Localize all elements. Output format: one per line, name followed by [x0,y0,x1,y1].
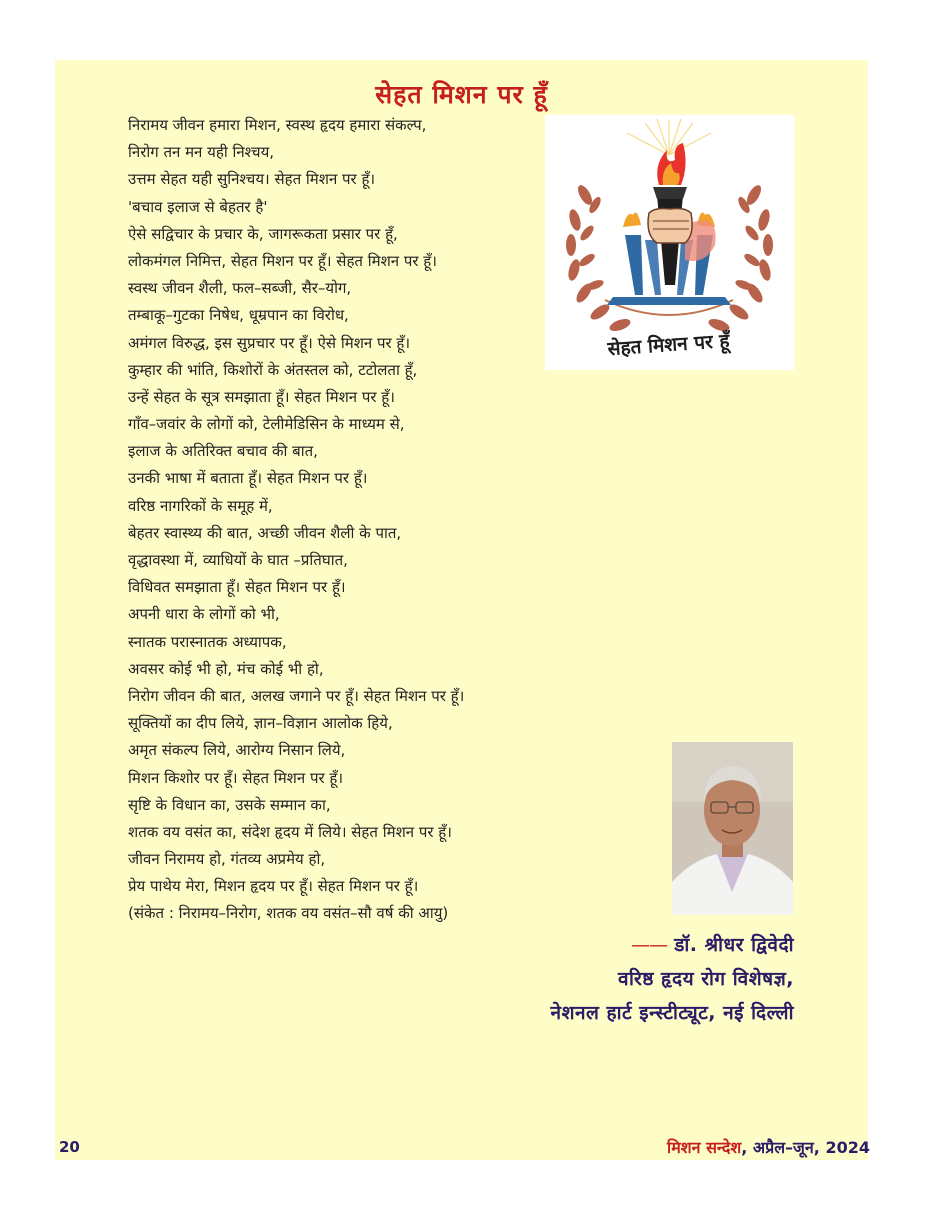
poem-body [128,112,548,928]
poem-line: अमृत संकल्प लिये, आरोग्य निसान लिये, [128,741,346,760]
poem-line: जीवन निरामय हो, गंतव्य अप्रमेय हो, [128,850,326,869]
poem-line: लोकमंगल निमित्त, सेहत मिशन पर हूँ। सेहत मिशन पर हूँ। [128,251,437,270]
page-panel [55,60,868,1160]
emblem-text: सेहत मिशन पर हूँ [606,329,731,361]
author-portrait [672,742,793,915]
author-block [551,928,794,1030]
poem-line: निरामय जीवन हमारा मिशन, स्वस्थ हृदय हमारा संकल्प, [128,116,427,134]
poem-line: विधिवत समझाता हूँ। सेहत मिशन पर हूँ। [128,578,346,597]
poem-line: तम्बाकू–गुटका निषेध, धूम्रपान का विरोध, [128,306,349,325]
poem-line: मिशन किशोर पर हूँ। सेहत मिशन पर हूँ। [128,768,344,787]
poem-line: शतक वय वसंत का, संदेश हृदय में लिये। सेहत मिशन पर हूँ। [128,822,452,841]
page-number: 20 [59,1138,80,1156]
poem-line: वृद्धावस्था में, व्याधियों के घात –प्रतिघात, [128,551,348,569]
poem-line: उनकी भाषा में बताता हूँ। सेहत मिशन पर हूँ। [128,469,368,488]
poem-line: (संकेत : निरामय–निरोग, शतक वय वसंत–सौ वर्ष की आयु) [128,904,449,923]
author-name-line [551,928,794,962]
poem-line: वरिष्ठ नागरिकों के समूह में, [128,496,273,515]
poem-line: सृष्टि के विधान का, उसके सम्मान का, [128,795,331,814]
poem-title: सेहत मिशन पर हूँ [375,80,548,109]
poem-line: निरोग तन मन यही निश्चय, [128,143,275,162]
poem-line: स्वस्थ जीवन शैली, फल–सब्जी, सैर–योग, [128,279,352,298]
poem-line: 'बचाव इलाज से बेहतर है' [128,197,268,216]
poem-line: अवसर कोई भी हो, मंच कोई भी हो, [128,659,324,678]
author-dash: —— [631,934,668,956]
torch-wreath-emblem-icon [545,115,794,370]
poem-line: गाँव–जवांर के लोगों को, टेलीमेडिसिन के माध्यम से, [128,415,405,434]
poem-line: उन्हें सेहत के सूत्र समझाता हूँ। सेहत मिशन पर हूँ। [128,387,395,406]
poem-line: अपनी धारा के लोगों को भी, [128,605,280,624]
poem-line: अमंगल विरुद्ध, इस सुप्रचार पर हूँ। ऐसे मिशन पर हूँ। [128,333,411,352]
poem-line: कुम्हार की भांति, किशोरों के अंतस्तल को, टटोलता हूँ, [128,360,418,379]
poem-line: सूक्तियों का दीप लिये, ज्ञान–विज्ञान आलोक हिये, [128,714,393,733]
mission-emblem [545,115,794,370]
footer-issue [667,1136,870,1158]
issue-date: , अप्रैल–जून, 2024 [741,1138,870,1157]
poem-line: स्नातक परास्नातक अध्यापक, [128,632,287,651]
author-designation: वरिष्ठ हृदय रोग विशेषज्ञ, [617,968,794,990]
poem-line: बेहतर स्वास्थ्य की बात, अच्छी जीवन शैली के पात, [128,523,402,542]
poem-line: प्रेय पाथेय मेरा, मिशन हृदय पर हूँ। सेहत मिशन पर हूँ। [128,877,419,896]
poem-line: निरोग जीवन की बात, अलख जगाने पर हूँ। सेहत मिशन पर हूँ। [128,686,465,705]
poem-line: इलाज के अतिरिक्त बचाव की बात, [128,442,318,461]
poem-line: उत्तम सेहत यही सुनिश्चय। सेहत मिशन पर हूँ। [128,170,376,189]
poem-line: ऐसे सद्विचार के प्रचार के, जागरूकता प्रसार पर हूँ, [128,224,398,243]
author-institute: नेशनल हार्ट इन्स्टीट्यूट, नई दिल्ली [550,1002,794,1024]
magazine-name: मिशन सन्देश [667,1138,742,1157]
author-name: डॉ. श्रीधर द्विवेदी [674,934,794,956]
